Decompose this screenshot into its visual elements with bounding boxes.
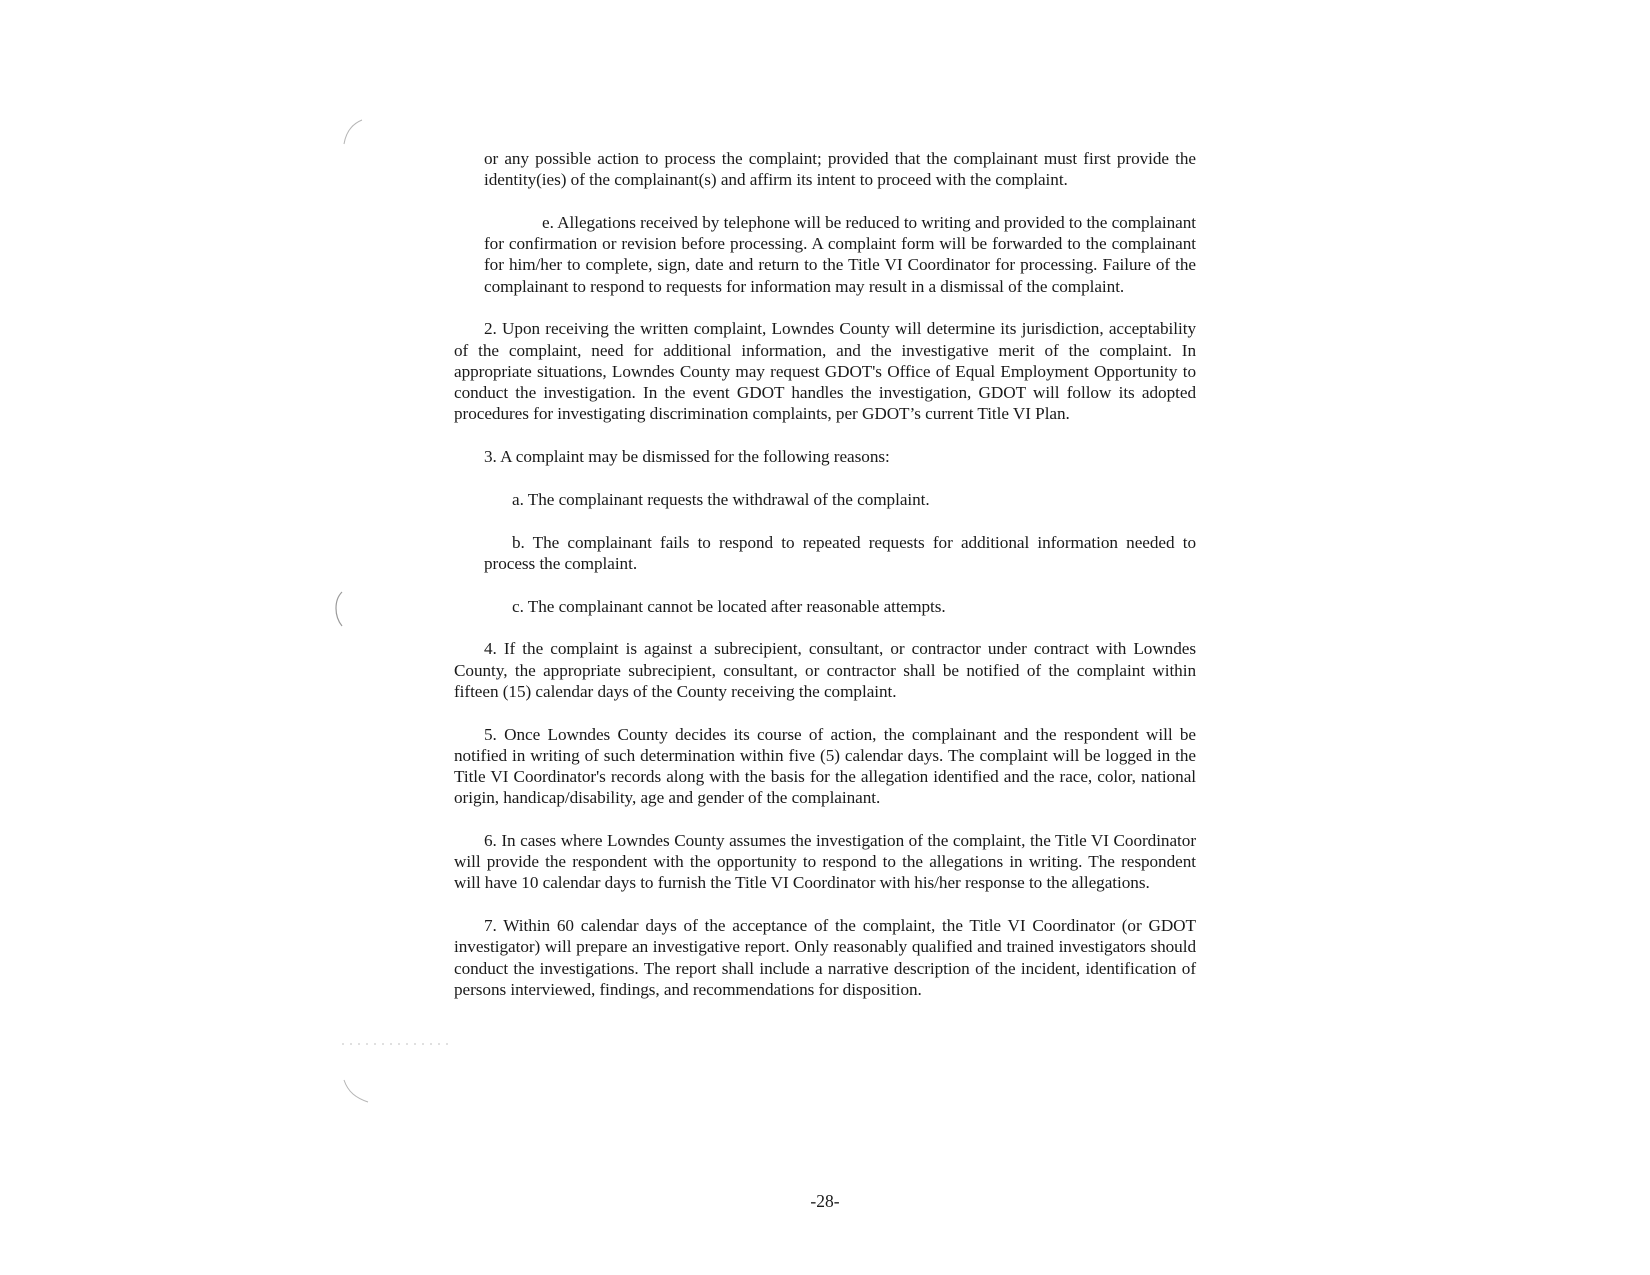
paragraph-item-6: 6. In cases where Lowndes County assumes the investigation of the complaint, the Title VI Coordinator will provide the respondent with the opportunity to respond to the allegations in writing. The respondent will have 10 calendar days to furnish the Title VI Coordinator with his/her response to the allegations. [454, 831, 1196, 893]
paragraph-item-a: a. The complainant requests the withdrawal of the complaint. [512, 489, 930, 509]
page-number: -28- [810, 1191, 840, 1211]
scan-artifact-top [340, 118, 370, 158]
body-text [454, 148, 1196, 1000]
scan-artifact-middle [330, 590, 350, 630]
paragraph-item-2: 2. Upon receiving the written complaint, Lowndes County will determine its jurisdiction, acceptability of the complaint, need for additional information, and the investigative merit of the complaint. In appropriate situations, Lowndes County may request GDOT's Office of Equal Employment Opportunity to conduct the investigation. In the event GDOT handles the investigation, GDOT will follow its adopted procedures for investigating discrimination complaints, per GDOT’s current Title VI Plan. [454, 319, 1196, 424]
paragraph-continuation: or any possible action to process the complaint; provided that the complainant must first provide the identity(ies) of the complainant(s) and affirm its intent to proceed with the complaint. [484, 149, 1196, 190]
paragraph-item-4: 4. If the complaint is against a subrecipient, consultant, or contractor under contract with Lowndes County, the appropriate subrecipient, consultant, or contractor shall be notified of the complaint within fifteen (15) calendar days of the County receiving the complaint. [454, 639, 1196, 701]
paragraph-item-5: 5. Once Lowndes County decides its course of action, the complainant and the respondent will be notified in writing of such determination within five (5) calendar days. The complaint will be logged in the Title VI Coordinator's records along with the basis for the allegation identified and the race, color, national origin, handicap/disability, age and gender of the complainant. [454, 724, 1196, 808]
paragraph-item-e: e. Allegations received by telephone will be reduced to writing and provided to the complainant for confirmation or revision before processing. A complaint form will be forwarded to the complainant for him/her to complete, sign, date and return to the Title VI Coordinator for processing. Failure of the complainant to respond to requests for information may result in a dismissal of the complaint. [484, 213, 1196, 296]
paragraph-item-b: b. The complainant fails to respond to repeated requests for additional information needed to process the complaint. [484, 532, 1196, 573]
paragraph-item-3: 3. A complaint may be dismissed for the following reasons: [484, 447, 890, 467]
paragraph-item-7: 7. Within 60 calendar days of the acceptance of the complaint, the Title VI Coordinator (or GDOT investigator) will prepare an investigative report. Only reasonably qualified and trained investigators should conduct the investigations. The report shall include a narrative description of the incident, identification of persons interviewed, findings, and recommendations for disposition. [454, 916, 1196, 999]
scan-artifact-bottom [340, 1040, 460, 1110]
paragraph-item-c: c. The complainant cannot be located after reasonable attempts. [512, 596, 946, 616]
